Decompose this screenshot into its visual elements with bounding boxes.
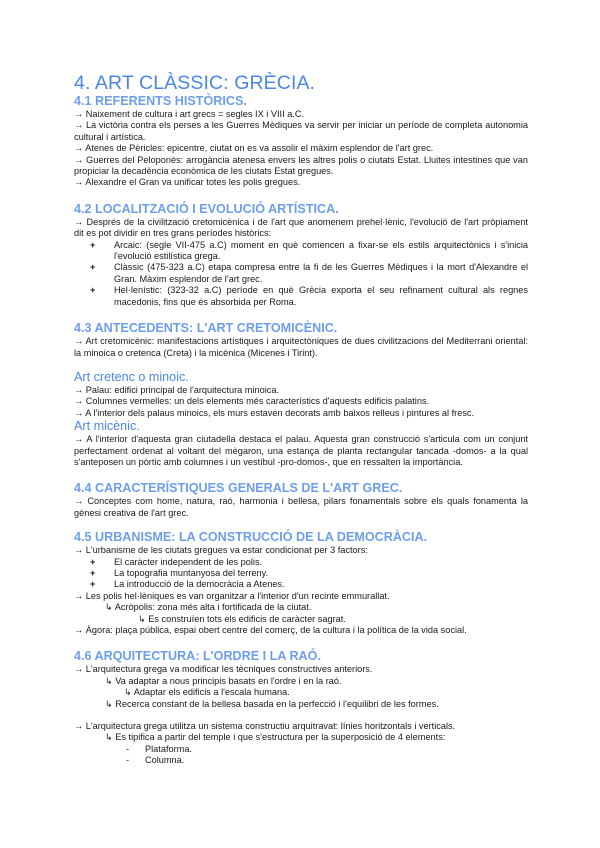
text-line: → Naixement de cultura i art grecs = segles IX i VIII a.C. (74, 109, 305, 119)
text-line: → La victòria contra els perses a les Guerres Mèdiques va servir per iniciar un període de completa autonomia cultural i artística. (74, 120, 528, 142)
section-caracteristiques (74, 481, 528, 519)
text-line: → Columnes vermelles: un dels elements més característics d'aquests edificis palatins. (74, 396, 430, 407)
section-localitzacio (74, 202, 528, 308)
text-line: → Palau: edifici principal de l'arquitectura minoica. (74, 384, 280, 395)
page-title: 4. ART CLÀSSIC: GRÈCIA. (74, 72, 316, 94)
list-item: + El caràcter independent de les polis. (90, 557, 528, 568)
section-antecedents (74, 321, 528, 468)
section-arquitectura (74, 649, 528, 766)
section-heading: 4.4 CARACTERÍSTIQUES GENERALS DE L'ART GREC. (74, 481, 403, 496)
sub-line: ↳ Va adaptar a nous principis basats en l'ordre i en la raó. (105, 675, 342, 686)
dash-item: - Plataforma. (126, 743, 192, 754)
list-item: + Hel·lenístic: (323-32 a.C) període en què Grècia exporta el seu refinament cultural als regnes macedonis, fins que és absorbida per Roma. (90, 285, 528, 308)
text-line: → Atenes de Pèricles: epicentre, ciutat on es va assolir el màxim esplendor de l'art grec. (74, 143, 434, 154)
factor-list (74, 557, 528, 591)
section-heading: 4.6 ARQUITECTURA: L'ORDRE I LA RAÓ. (74, 649, 321, 664)
list-item: + Clàssic (475-323 a.C) etapa compresa entre la fi de les Guerres Mèdiques i la mort d'Alexandre el Gran. Màxim esplendor de l'art grec. (90, 262, 528, 285)
sub-line: ↳ Adaptar els edificis a l'escala humana. (124, 687, 290, 698)
text-paragraph: → Art cretomicènic: manifestacions artístiques i arquitectòniques de dues civilitzacions del Mediterrani oriental: la minoica o cretenca (Creta) i la micènica (Micenes i Tirint). (74, 336, 528, 358)
list-item: + Arcaic: (segle VII-475 a.C) moment en què comencen a fixar-se els estils arquitectònics i s'inicia l'evolució estilística grega. (90, 240, 528, 263)
section-heading: 4.2 LOCALITZACIÓ I EVOLUCIÓ ARTÍSTICA. (74, 201, 339, 216)
list-item: + La introducció de la democràcia a Atenes. (90, 579, 528, 590)
section-heading: 4.5 URBANISME: LA CONSTRUCCIÓ DE LA DEMOCRÀCIA. (74, 530, 428, 545)
section-urbanisme (74, 530, 528, 636)
dash-item: - Columna. (126, 755, 185, 766)
section-referents (74, 94, 528, 189)
text-paragraph: → A l'interior d'aquesta gran ciutadella destaca el palau. Aquesta gran construcció s'articula com un conjunt perfectament ordenat al voltant del mègaron, una estança de planta rectangular tancada -domos- a la qual s'anteposen un pòrtic amb columnes i un vestíbul -pro-domos-, que en ressalten la importància. (74, 434, 528, 467)
text-line: → Guerres del Peloponès: arrogància atenesa envers les altres polis o ciutats Estat. Lluites intestines que van propiciar la decadència econòmica de les ciutats Estat gregues. (74, 154, 528, 177)
text-paragraph: → Després de la civilització cretomicènica i de l'art que anomenem prehel·lènic, l'evolució de l'art pròpiament dit es pot dividir en tres grans períodes històrics: (74, 216, 528, 239)
subsection-heading: Art micènic. (74, 419, 140, 434)
text-line: → Les polis hel·lèniques es van organitzar a l'interior d'un recinte emmurallat. (74, 590, 390, 601)
section-heading: 4.3 ANTECEDENTS: L'ART CRETOMICÈNIC. (74, 321, 338, 336)
sub-line: ↳ Recerca constant de la bellesa basada en la perfecció i l'equilibri de les formes. (105, 698, 439, 709)
period-list (74, 240, 528, 308)
sub-line: ↳ Acròpolis: zona més alta i fortificada de la ciutat. (105, 602, 312, 613)
text-paragraph: → Conceptes com home, natura, raó, harmonia i bellesa, pilars fonamentals sobre els quals fonamenta la gènesi creativa de l'art grec. (74, 496, 528, 518)
text-line: → L'arquitectura grega utilitza un sistema constructiu arquitravat: línies horitzontals i verticals. (74, 721, 456, 732)
sub-line: ↳ Es construïen tots els edificis de caràcter sagrat. (138, 613, 346, 624)
sub-line: ↳ Es tipifica a partir del temple i que s'estructura per la superposició de 4 elements: (105, 732, 446, 743)
subsection-heading: Art cretenc o minoic. (74, 369, 189, 384)
section-heading: 4.1 REFERENTS HISTÒRICS. (74, 94, 247, 108)
text-line: → A l'interior dels palaus minoics, els murs estaven decorats amb baixos relleus i pintures al fresc. (74, 407, 475, 418)
text-line: → Alexandre el Gran va unificar totes les polis gregues. (74, 177, 301, 188)
text-line: → L'arquitectura grega va modificar les tècniques constructives anteriors. (74, 664, 373, 675)
text-line: → Àgora: plaça pública, espai obert centre del comerç, de la cultura i la política de la vida social. (74, 625, 467, 635)
list-item: + La topografia muntanyosa del terreny. (90, 568, 528, 579)
text-line: → L'urbanisme de les ciutats gregues va estar condicionat per 3 factors: (74, 545, 368, 556)
